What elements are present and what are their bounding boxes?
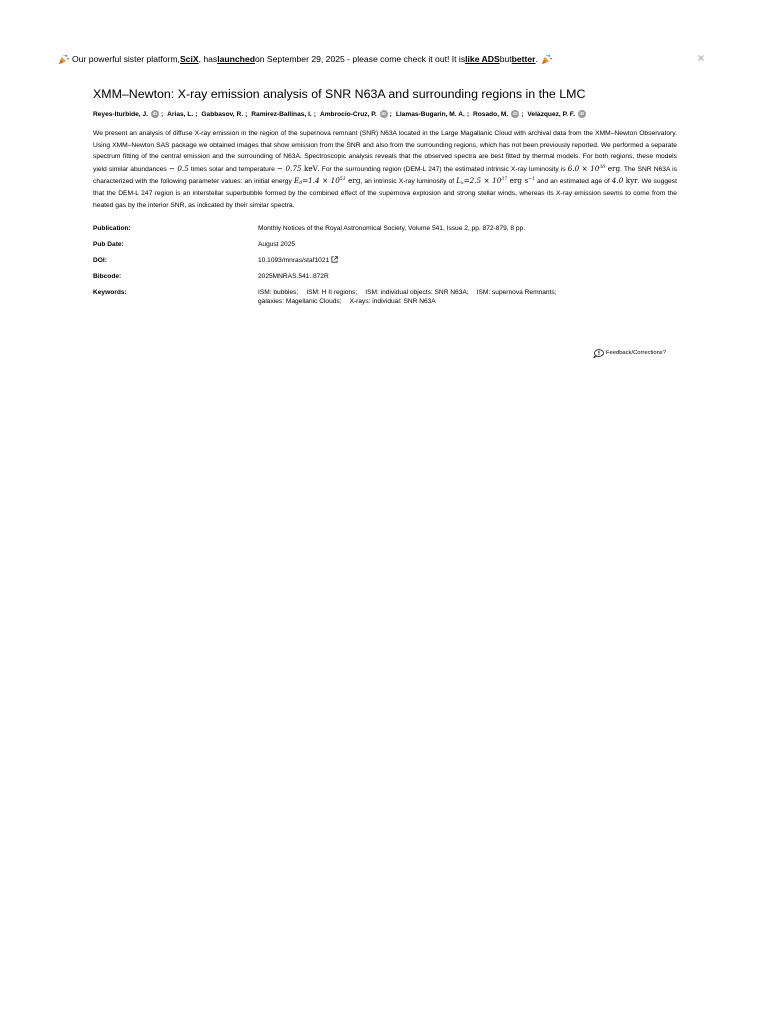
author-link[interactable]: Ambrocio-Cruz, P. [319,111,377,118]
meta-row-publication [93,224,677,240]
abstract-text: . For the surrounding region (DEM-L 247) the estimated intrinsic X-ray luminosity is [317,165,568,173]
party-popper-icon [58,54,69,65]
abstract-text: We present an analysis of diffuse X-ray emission in the region of the supernova remnant (SNR) N63A located in the Large Magallanic Cloud with archival data from the XMM–Newton Observatory. Using XMM–Newton SAS package we obtained images that show emission from the SNR and also from the surrounding regions, which has not been previously reported. We performed a separate spectrum fitting of the central emission and the surrounding of N63A. Spectroscopic analysis reveals that the observed spectra are best fitted by thermal models. For both regions, these models yield similar abundances [93,130,677,173]
author-separator: ; [389,111,392,118]
bibcode-value: 2025MNRAS.541..872R [258,273,329,281]
publication-value: Monthly Notices of the Royal Astronomical Society, Volume 541, Issue 2, pp. 872-879, 8 pp. [258,225,526,233]
better-link[interactable]: better [511,54,536,64]
close-banner-button[interactable]: × [697,51,705,65]
orcid-icon[interactable]: iD [381,111,386,117]
math-expression: $6.0 \times 10^{36}$ erg [567,163,621,173]
author-separator: ; [521,111,524,118]
orcid-icon[interactable]: iD [152,111,158,117]
author-link[interactable]: Ramirez-Ballinas, I. [251,111,312,118]
orcid-icon[interactable]: iD [512,111,518,117]
abstract-text: times solar and temperature [188,165,277,173]
keyword-link[interactable]: ISM: H II regions; [306,289,358,297]
doi-link[interactable]: 10.1093/mnras/staf1021 [258,257,330,265]
banner-text: Our powerful sister platform, [72,54,180,64]
meta-row-keywords [93,288,677,308]
abstract-text: . We suggest that the DEM-L 247 region is an interstellar superbubble formed by the combined effect of the supernova explosion and strong stellar winds, whereas its X-ray emission seems to come from the heated gas by the interior SNR, as indicated by their similar spectra. [93,178,677,209]
banner-text: but [499,54,512,64]
math-expression: ∼ 0.75 keV [276,163,318,173]
like-ads-link[interactable]: like ADS [465,54,500,64]
meta-row-doi [93,256,677,272]
author-link[interactable]: Arias, L. [167,111,194,118]
article [93,86,677,308]
abstract-text: , an intrinsic X-ray luminosity of [360,178,457,186]
external-link-icon[interactable] [331,256,338,263]
keyword-link[interactable]: ISM: individual objects: SNR N63A; [365,289,469,297]
author-link[interactable]: Llamas-Bugarin, M. A. [395,111,465,118]
doi-value [258,256,677,272]
article-title: XMM–Newton: X-ray emission analysis of SNR N63A and surrounding regions in the LMC [93,87,586,101]
keyword-link[interactable]: ISM: bubbles; [258,289,299,297]
launched-link[interactable]: launched [217,54,255,64]
banner-text: , has [198,54,218,64]
author-separator: ; [313,111,316,118]
author-separator: ; [245,111,248,118]
metadata-table [93,224,677,308]
author-separator: ; [160,111,164,118]
meta-label: Pub Date: [93,241,124,249]
math-expression: $E_0=1.4 \times 10^{51}$ erg [293,176,361,187]
abstract-text: . The SNR N63A is characterized with the following parameter values: an initial energy [93,165,677,186]
orcid-icon[interactable]: iD [579,111,585,117]
party-popper-icon [541,54,552,65]
keyword-link[interactable]: ISM: supernova Remnants; [476,289,557,297]
author-link[interactable]: Rosado, M. [473,111,509,118]
math-expression: $L_x=2.5 \times 10^{37}$ erg $s^{-1}$ [456,176,535,187]
banner-text: on September 29, 2025 - please come check it out! It is [254,54,466,64]
keyword-list [258,288,677,308]
keyword-link[interactable]: X-rays: individual: SNR N63A [349,298,436,306]
meta-label: DOI: [93,257,107,265]
keyword-link[interactable]: galaxies: Magellanic Clouds; [258,298,342,306]
meta-label: Publication: [93,225,131,233]
meta-label: Bibcode: [93,273,122,281]
author-link[interactable]: Reyes-Iturbide, J. [93,111,148,118]
banner-text: . [535,54,538,64]
pubdate-value: August 2025 [258,241,296,249]
author-link[interactable]: Gabbasov, R. [201,111,244,118]
author-separator: ; [195,111,198,118]
math-expression: 4.0 kyr [611,176,638,186]
announcement-banner [58,52,718,66]
abstract [93,128,677,211]
meta-label: Keywords: [93,289,127,297]
speech-bubble-exclamation-icon [593,349,604,358]
abstract-text: and an estimated age of [534,178,612,186]
author-link[interactable]: Velázquez, P. F. [527,111,575,118]
math-expression: ∼ 0.5 [168,163,189,173]
feedback-link[interactable] [593,348,666,358]
feedback-label[interactable]: Feedback/Corrections? [606,350,666,356]
scix-link[interactable]: SciX [179,54,199,64]
meta-row-bibcode [93,272,677,288]
author-separator: ; [466,111,470,118]
author-list [93,110,677,120]
meta-row-pubdate [93,240,677,256]
